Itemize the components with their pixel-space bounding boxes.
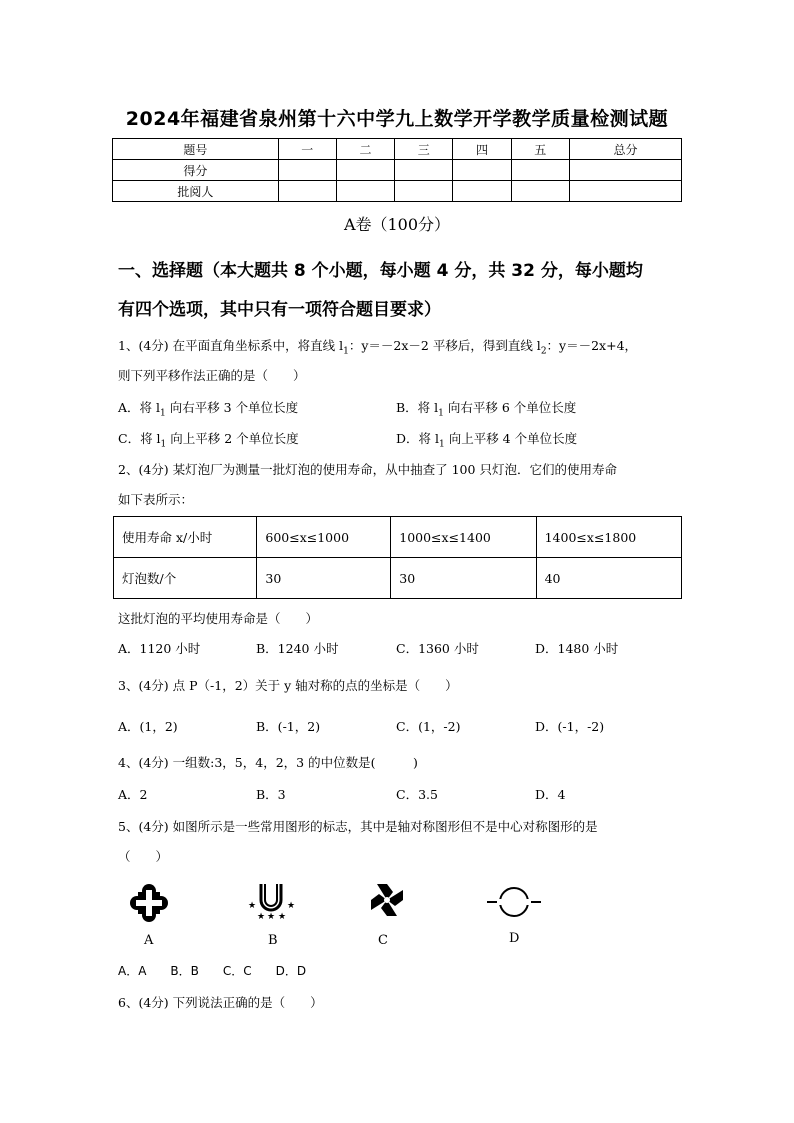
table-row: [114, 558, 682, 599]
logo-label-c: C: [378, 933, 388, 948]
section-heading-line1: 一、选择题（本大题共 8 个小题，每小题 4 分，共 32 分，每小题均: [118, 261, 643, 281]
q4-option-a: A．2: [118, 787, 148, 802]
q2-text-line2: 如下表所示：: [118, 492, 194, 507]
score-cell: 题号: [113, 139, 279, 160]
paper-a-heading: A卷（100分）: [343, 215, 451, 234]
logo-d-circle-line-icon: [485, 882, 543, 922]
q4-option-d: D．4: [535, 787, 566, 802]
svg-text:★: ★: [248, 901, 257, 911]
q2-option-b: B．1240 小时: [256, 641, 339, 656]
score-cell: [453, 181, 511, 202]
q1-option-a: A．将 $l_1$ 向右平移 3 个单位长度: [118, 400, 299, 419]
score-table: [112, 138, 682, 202]
score-cell: [511, 160, 569, 181]
svg-text:★: ★: [267, 912, 276, 920]
table-cell: 灯泡数/个: [114, 558, 257, 599]
q4-text: 4、(4分) 一组数:3，5，4，2，3 的中位数是( ): [118, 755, 418, 770]
svg-text:★: ★: [257, 912, 266, 920]
q1-option-b: B．将 $l_1$ 向右平移 6 个单位长度: [396, 400, 577, 419]
score-cell: [278, 181, 336, 202]
q1-text-line1: 1、(4分) 在平面直角坐标系中，将直线 $l_1$：y＝－2x－2 平移后，得到直线 $l_2$：y＝－2x+4，: [118, 338, 638, 357]
q4-option-c: C．3.5: [396, 787, 438, 802]
score-cell: [569, 181, 681, 202]
score-cell: [336, 160, 394, 181]
score-cell: [395, 181, 453, 202]
q2-option-c: C．1360 小时: [396, 641, 479, 656]
score-cell: 二: [336, 139, 394, 160]
q1-option-d: D．将 $l_1$ 向上平移 4 个单位长度: [396, 431, 578, 450]
section-heading-line2: 有四个选项，其中只有一项符合题目要求）: [118, 300, 441, 320]
score-cell: 批阅人: [113, 181, 279, 202]
logo-a-cross-icon: [130, 884, 168, 922]
svg-text:★: ★: [287, 901, 296, 911]
lifespan-table: [113, 516, 682, 599]
q3-option-b: B．(-1，2): [256, 719, 321, 734]
q3-option-a: A．(1，2): [118, 719, 178, 734]
table-cell: 30: [391, 558, 536, 599]
q6-text: 6、(4分) 下列说法正确的是（ ）: [118, 995, 323, 1010]
score-cell: 四: [453, 139, 511, 160]
score-table-row: [113, 181, 682, 202]
score-cell: [453, 160, 511, 181]
logo-label-d: D: [509, 931, 520, 946]
logo-c-pinwheel-icon: [367, 880, 407, 920]
logo-b-u-stars-icon: [246, 880, 296, 920]
q2-option-d: D．1480 小时: [535, 641, 619, 656]
logo-label-b: B: [268, 933, 278, 948]
table-cell: 1400≤x≤1800: [536, 517, 681, 558]
score-cell: 三: [395, 139, 453, 160]
score-cell: [569, 160, 681, 181]
q3-option-c: C．(1，-2): [396, 719, 461, 734]
score-cell: 一: [278, 139, 336, 160]
score-cell: [336, 181, 394, 202]
page-title: 2024年福建省泉州第十六中学九上数学开学教学质量检测试题: [125, 108, 669, 130]
score-cell: 得分: [113, 160, 279, 181]
q5-text-line1: 5、(4分) 如图所示是一些常用图形的标志，其中是轴对称图形但不是中心对称图形的是: [118, 819, 598, 834]
q3-option-d: D．(-1，-2): [535, 719, 605, 734]
score-cell: [511, 181, 569, 202]
table-cell: 40: [536, 558, 681, 599]
score-cell: 总分: [569, 139, 681, 160]
q2-option-a: A．1120 小时: [118, 641, 201, 656]
table-cell: 30: [257, 558, 391, 599]
table-row: [114, 517, 682, 558]
table-cell: 1000≤x≤1400: [391, 517, 536, 558]
score-table-row: [113, 160, 682, 181]
score-cell: [395, 160, 453, 181]
q2-question: 这批灯泡的平均使用寿命是（ ）: [118, 611, 319, 626]
q5-text-line2: （ ）: [118, 849, 169, 864]
q4-option-b: B．3: [256, 787, 286, 802]
table-cell: 使用寿命 x/小时: [114, 517, 257, 558]
score-cell: 五: [511, 139, 569, 160]
q1-text-line2: 则下列平移作法正确的是（ ）: [118, 368, 306, 383]
svg-text:★: ★: [278, 912, 287, 920]
q1-option-c: C．将 $l_1$ 向上平移 2 个单位长度: [118, 431, 299, 450]
table-cell: 600≤x≤1000: [257, 517, 391, 558]
q2-text-line1: 2、(4分) 某灯泡厂为测量一批灯泡的使用寿命，从中抽查了 100 只灯泡．它们的使用寿命: [118, 462, 617, 477]
score-table-header-row: [113, 139, 682, 160]
score-cell: [278, 160, 336, 181]
logo-label-a: A: [144, 933, 154, 948]
q3-text: 3、(4分) 点 P（-1，2）关于 y 轴对称的点的坐标是（ ）: [118, 678, 458, 693]
q5-options: A．A B．B C．C D．D: [118, 964, 307, 978]
